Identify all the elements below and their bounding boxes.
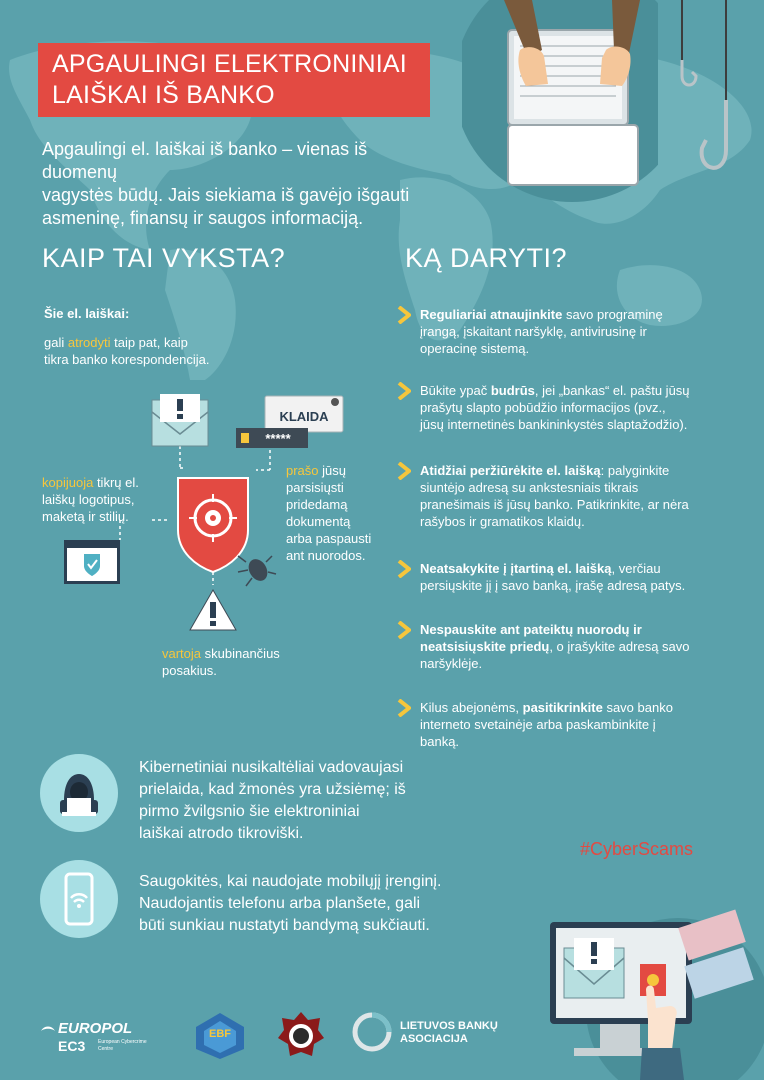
item4-highlight: vartoja — [162, 646, 202, 661]
tip2-pre: Būkite ypač — [420, 383, 491, 398]
note1-line3: pirmo žvilgsnio šie elektroniniai — [139, 803, 360, 820]
europol-logo — [40, 1020, 180, 1060]
tip2-line2: prašytų slapto pobūdžio informacijos (pvz., — [420, 400, 666, 415]
cyber-note — [139, 757, 459, 845]
laptop-hands-icon — [462, 0, 658, 204]
bug-icon — [238, 556, 276, 586]
note1-line2: prielaida, kad žmonės yra užsiėmę; iš — [139, 781, 406, 798]
tip6-line3: banką. — [420, 734, 460, 749]
tip-no-reply — [420, 560, 740, 594]
item1-line2: tikra banko korespondencija. — [44, 352, 210, 367]
tip3-line3: pranešimais iš jūsų banko. Patikrinkite, ar nėra — [420, 497, 689, 512]
tip5-line3: naršyklėje. — [420, 656, 483, 671]
how-subheading: Šie el. laiškai: — [44, 306, 130, 321]
tip5-bold: Nespauskite ant pateiktų nuorodų ir — [420, 622, 642, 637]
police-badge-icon — [278, 1010, 324, 1060]
tip1-rest: savo programinę — [562, 307, 663, 322]
warning-triangle-icon — [190, 590, 236, 630]
tip6-bold: pasitikrinkite — [522, 700, 603, 715]
tip3-rest: : palyginkite — [600, 463, 670, 478]
tip-update — [420, 306, 740, 357]
tip-review — [420, 462, 740, 530]
item3-line6: ant nuorodos. — [286, 548, 366, 563]
page-title — [38, 43, 430, 117]
note1-line1: Kibernetiniai nusikaltėliai vadovaujasi — [139, 759, 404, 776]
item1-pre: gali — [44, 335, 68, 350]
item2-post: tikrų el. — [93, 475, 139, 490]
tip1-line2: įrangą, įskaitant naršyklę, antivirusinę ir — [420, 324, 647, 339]
ebf-wordmark: EBF — [209, 1028, 231, 1040]
tip2-bold: budrūs — [490, 383, 535, 398]
item3-line5: arba paspausti — [286, 531, 372, 546]
mobile-note — [139, 871, 469, 937]
todo-heading: KĄ DARYTI? — [405, 243, 568, 273]
tip-verify — [420, 699, 740, 750]
note1-line4: laiškai atrodo tikroviški. — [139, 825, 304, 842]
monitor-phishing-icon — [540, 880, 764, 1080]
ec3-subtitle-line1: European Cybercrime — [98, 1039, 147, 1045]
title-line-1: APGAULINGI ELEKTRONINIAI — [52, 50, 407, 78]
chevron-right-icon — [397, 560, 411, 578]
how-item-urgent — [162, 645, 302, 679]
tip2-line3: jūsų internetinės bankininkystės slaptažodžio). — [420, 417, 688, 432]
chevron-right-icon — [397, 462, 411, 480]
tip4-line2: persiųskite jį į savo banką, įrašę adresą patys. — [420, 578, 686, 593]
tip6-line2: interneto svetainėje arba paskambinkite į — [420, 717, 656, 732]
item4-line2: posakius. — [162, 663, 217, 678]
error-window-icon — [265, 396, 343, 432]
lba-emblem-icon — [352, 1012, 392, 1052]
tip-no-links — [420, 621, 740, 672]
browser-shield-icon — [64, 540, 120, 584]
item3-line4: dokumentą — [286, 514, 351, 529]
envelope-alert-icon — [152, 394, 208, 446]
item4-post: skubinančius — [201, 646, 280, 661]
tip5-line2-bold: neatsisiųskite priedų — [420, 639, 550, 654]
ec3-subtitle-line2: Centre — [98, 1046, 114, 1052]
fishing-hook-icon — [668, 0, 748, 172]
note2-line2: Naudojantis telefonu arba planšete, gali — [139, 895, 421, 912]
how-heading: KAIP TAI VYKSTA? — [42, 243, 286, 273]
hacker-icon — [40, 754, 118, 832]
password-lock-icon — [236, 428, 308, 448]
item3-post: jūsų — [318, 463, 346, 478]
tip6-pre: Kilus abejonėms, — [420, 700, 523, 715]
password-mask: ***** — [265, 431, 291, 446]
tip4-bold: Neatsakykite į įtartiną el. laišką — [420, 561, 612, 576]
ebf-logo — [190, 1011, 250, 1061]
lba-wordmark — [400, 1020, 498, 1046]
tip4-rest: , verčiau — [611, 561, 661, 576]
tip1-bold: Reguliariai atnaujinkite — [420, 307, 563, 322]
phishing-diagram — [60, 390, 360, 640]
europol-emblem-icon — [40, 1023, 56, 1039]
item3-line3: pridedamą — [286, 497, 348, 512]
how-item-looks — [44, 334, 244, 368]
tip6-rest: savo banko — [602, 700, 673, 715]
ec3-wordmark: EC3 — [58, 1038, 86, 1054]
note2-line3: būti sunkiau nustatyti bandymą sukčiauti. — [139, 917, 430, 934]
chevron-right-icon — [397, 621, 411, 639]
chevron-right-icon — [397, 306, 411, 324]
item1-post: taip pat, kaip — [110, 335, 188, 350]
tip-vigilant — [420, 382, 740, 433]
intro-line-1: Apgaulingi el. laiškai iš banko – vienas iš duomenų — [42, 139, 368, 182]
chevron-right-icon — [397, 699, 411, 717]
intro-line-3: asmeninę, finansų ir saugos informaciją. — [42, 208, 364, 228]
europol-wordmark: EUROPOL — [58, 1020, 133, 1037]
lba-line2: ASOCIACIJA — [400, 1033, 468, 1045]
item3-line2: parsisiųsti — [286, 480, 344, 495]
lba-line1: LIETUVOS BANKŲ — [400, 1020, 498, 1032]
ec3-subtitle — [98, 1039, 147, 1053]
intro-text — [42, 138, 442, 230]
tip3-line4: rašybos ir gramatikos klaidų. — [420, 514, 585, 529]
tip3-bold: Atidžiai peržiūrėkite el. laišką — [420, 463, 601, 478]
mobile-wifi-icon — [40, 860, 118, 938]
note2-line1: Saugokitės, kai naudojate mobilųjį įrenginį. — [139, 873, 442, 890]
tip3-line2: siuntėjo adresą su ankstesniais tikrais — [420, 480, 639, 495]
item2-line2: laiškų logotipus, — [42, 492, 135, 507]
title-line-2: LAIŠKAI IŠ BANKO — [52, 81, 275, 109]
item3-highlight: prašo — [286, 463, 319, 478]
intro-line-2: vagystės būdų. Jais siekiama iš gavėjo išgauti — [42, 185, 410, 205]
error-label: KLAIDA — [279, 409, 329, 424]
hashtag: #CyberScams — [580, 839, 694, 859]
shield-target-icon — [178, 478, 248, 572]
tip1-line3: operacinę sistemą. — [420, 341, 530, 356]
item2-line3: maketą ir stilių. — [42, 509, 129, 524]
tip2-rest: , jei „bankas“ el. paštu jūsų — [534, 383, 690, 398]
item1-highlight: atrodyti — [67, 335, 111, 350]
tip5-line2-rest: , o įrašykite adresą savo — [549, 639, 690, 654]
chevron-right-icon — [397, 382, 411, 400]
item2-highlight: kopijuoja — [42, 475, 94, 490]
lba-logo — [352, 1012, 512, 1056]
